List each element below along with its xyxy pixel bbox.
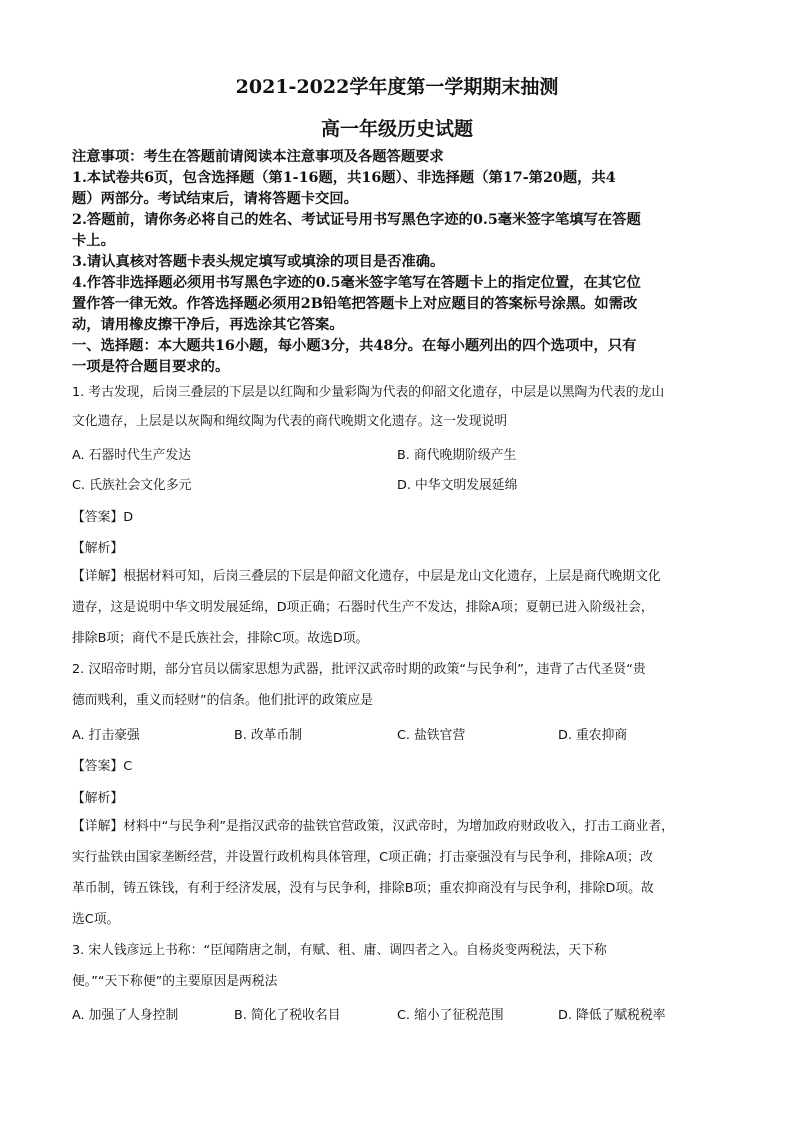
q1-stem: 1. 考古发现，后岗三叠层的下层是以红陶和少量彩陶为代表的仰韶文化遗存，中层是以黑陶为代表的龙山 [72,385,665,400]
q1-option-a: A. 石器时代生产发达 [72,448,192,463]
q2-option-c: C. 盐铁官营 [397,728,466,743]
q2-analysis-label: 【解析】 [72,791,124,806]
q2-detail-cont2: 革币制，铸五铢钱，有利于经济发展，没有与民争利，排除B项；重农抑商没有与民争利，排除D项。故 [72,881,654,896]
q2-detail: 【详解】材料中“与民争利”是指汉武帝的盐铁官营政策，汉武帝时，为增加政府财政收入，打击工商业者， [72,819,674,834]
q2-stem: 2. 汉昭帝时期，部分官员以儒家思想为武器，批评汉武帝时期的政策“与民争利”，违背了古代圣贤“贵 [72,662,646,677]
q1-option-c: C. 氏族社会文化多元 [72,478,192,493]
section-heading-cont: 一项是符合题目要求的。 [72,359,230,375]
q1-detail: 【详解】根据材料可知，后岗三叠层的下层是仰韶文化遗存，中层是龙山文化遗存，上层是商代晚期文化 [72,569,661,584]
q1-option-b: B. 商代晚期阶级产生 [397,448,517,463]
q3-stem-cont: 便。”“天下称便”的主要原因是两税法 [72,974,278,989]
notice-item-4-cont: 置作答一律无效。作答选择题必须用2B铅笔把答题卡上对应题目的答案标号涂黑。如需改 [72,296,638,312]
q1-detail-cont: 遗存，这是说明中华文明发展延绵，D项正确；石器时代生产不发达，排除A项；夏朝已进入阶级社会， [72,600,654,615]
q1-answer: 【答案】D [72,510,134,525]
q3-option-b: B. 简化了税收名目 [234,1008,341,1023]
notice-item-1-cont: 题）两部分。考试结束后，请将答题卡交回。 [72,191,358,207]
notice-item-1: 1.本试卷共6页，包含选择题（第1-16题，共16题）、非选择题（第17-第20题，共4 [72,170,616,186]
exam-subtitle: 高一年级历史试题 [320,118,473,140]
notice-item-3: 3.请认真核对答题卡表头规定填写或填涂的项目是否准确。 [72,254,445,270]
q2-detail-cont: 实行盐铁由国家垄断经营，并设置行政机构具体管理，C项正确；打击豪强没有与民争利，排除A项；改 [72,850,653,865]
q3-option-a: A. 加强了人身控制 [72,1008,179,1023]
q3-option-c: C. 缩小了征税范围 [397,1008,504,1023]
q1-stem-cont: 文化遗存，上层是以灰陶和绳纹陶为代表的商代晚期文化遗存。这一发现说明 [72,414,508,429]
q2-option-a: A. 打击豪强 [72,728,140,743]
section-heading: 一、选择题：本大题共16小题，每小题3分，共48分。在每小题列出的四个选项中，只有 [72,338,637,354]
q2-option-b: B. 改革币制 [234,728,303,743]
q2-detail-cont3: 选C项。 [72,912,120,927]
q2-option-d: D. 重农抑商 [558,728,628,743]
notice-item-4-cont2: 动，请用橡皮擦干净后，再选涂其它答案。 [72,317,344,333]
q2-answer: 【答案】C [72,759,133,774]
exam-title: 2021-2022学年度第一学期期末抽测 [235,76,559,98]
q1-option-d: D. 中华文明发展延绵 [397,478,518,493]
q1-detail-cont2: 排除B项；商代不是氏族社会，排除C项。故选D项。 [72,631,369,646]
q3-stem: 3. 宋人钱彦远上书称：“臣闻隋唐之制，有赋、租、庸、调四者之入。自杨炎变两税法，天下称 [72,943,607,958]
notice-item-2-cont: 卡上。 [72,233,115,249]
q3-option-d: D. 降低了赋税税率 [558,1008,666,1023]
q1-analysis-label: 【解析】 [72,541,124,556]
q2-stem-cont: 德而贱利，重义而轻财”的信条。他们批评的政策应是 [72,693,373,708]
notice-item-4: 4.作答非选择题必须用书写黑色字迹的0.5毫米签字笔写在答题卡上的指定位置，在其它位 [72,275,641,291]
notice-heading: 注意事项：考生在答题前请阅读本注意事项及各题答题要求 [72,149,444,165]
notice-item-2: 2.答题前，请你务必将自己的姓名、考试证号用书写黑色字迹的0.5毫米签字笔填写在答题 [72,212,641,228]
